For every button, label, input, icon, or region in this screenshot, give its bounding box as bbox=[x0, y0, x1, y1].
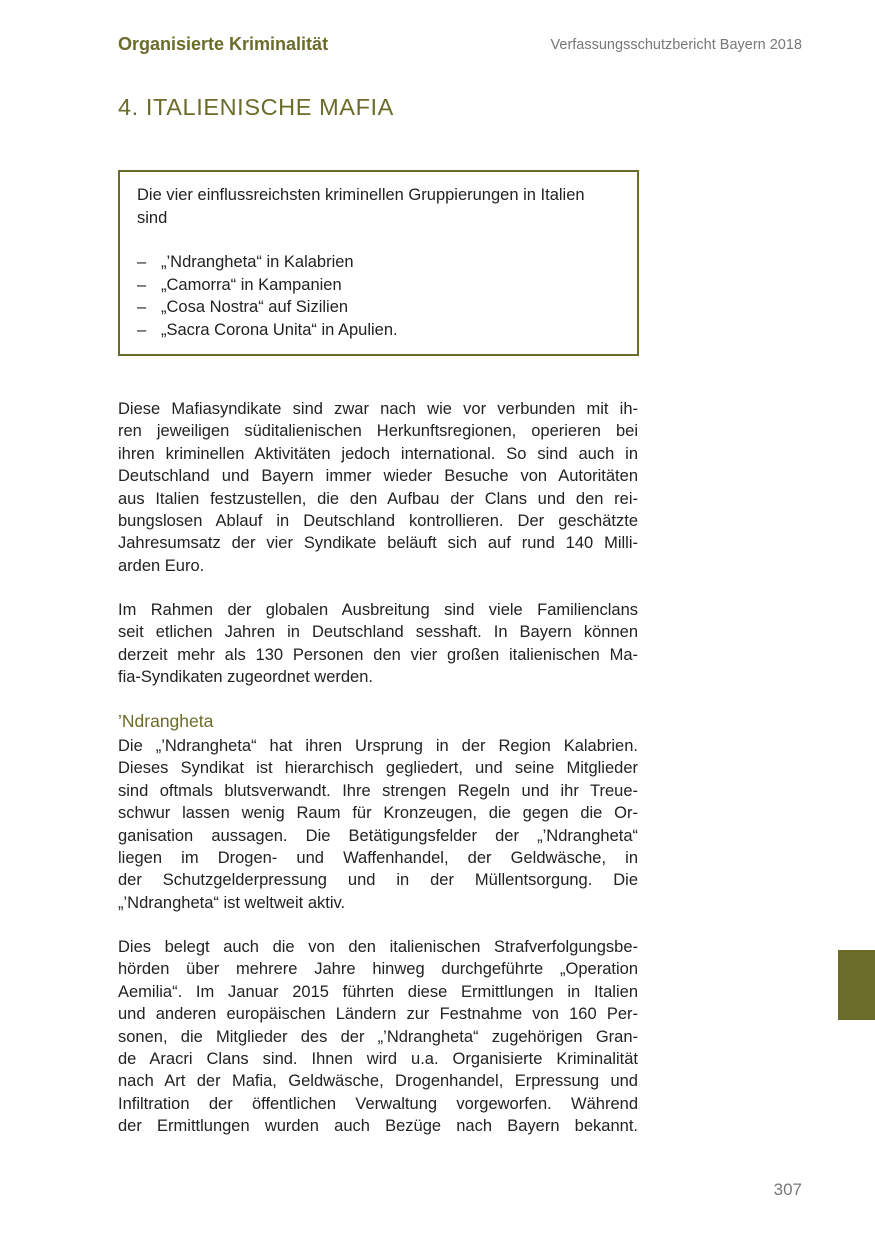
text-line: nach Art der Mafia, Geldwäsche, Drogenhandel, Erpressung und bbox=[118, 1072, 638, 1091]
text-line: Aemilia“. Im Januar 2015 führten diese Ermittlungen in Italien bbox=[118, 982, 638, 1001]
list-item-text: „Cosa Nostra“ auf Sizilien bbox=[161, 298, 349, 316]
text-line: derzeit mehr als 130 Personen den vier großen italienischen Ma- bbox=[118, 645, 638, 664]
subheading-ndrangheta: ’Ndrangheta bbox=[118, 711, 214, 731]
dash-bullet: – bbox=[137, 275, 147, 294]
list-item-text: „Camorra“ in Kampanien bbox=[161, 275, 342, 294]
text-line: Infiltration der öffentlichen Verwaltung vorgeworfen. Während bbox=[118, 1094, 638, 1113]
dash-bullet: – bbox=[137, 298, 147, 316]
text-line: Dieses Syndikat ist hierarchisch gegliedert, und seine Mitglieder bbox=[118, 759, 638, 778]
text-line: liegen im Drogen- und Waffenhandel, der Geldwäsche, in bbox=[118, 848, 638, 867]
paragraph-2 bbox=[118, 599, 638, 689]
info-box-intro bbox=[137, 184, 620, 229]
text-line: „’Ndrangheta“ ist weltweit aktiv. bbox=[118, 893, 346, 912]
text-line: der Schutzgelderpressung und in der Müllentsorgung. Die bbox=[118, 871, 638, 890]
text-line: schwur lassen wenig Raum für Kronzeugen, die gegen die Or- bbox=[118, 804, 638, 823]
text-line: Dies belegt auch die von den italienischen Strafverfolgungsbe- bbox=[118, 938, 638, 956]
mafia-groups-list bbox=[137, 251, 620, 341]
info-box bbox=[118, 170, 639, 356]
text-line: ganisation aussagen. Die Betätigungsfelder der „’Ndrangheta“ bbox=[118, 826, 638, 845]
info-box-intro-line: Die vier einflussreichsten kriminellen Gruppierungen in Italien bbox=[137, 186, 585, 204]
text-line: fia-Syndikaten zugeordnet werden. bbox=[118, 668, 373, 687]
chapter-title: 4. ITALIENISCHE MAFIA bbox=[118, 94, 394, 120]
text-line: sind oftmals blutsverwandt. Ihre strengen Regeln und ihr Treue- bbox=[118, 781, 638, 800]
text-line: sonen, die Mitglieder des der „’Ndrangheta“ zugehörigen Gran- bbox=[118, 1027, 638, 1046]
paragraph-3 bbox=[118, 735, 638, 914]
list-item bbox=[137, 251, 620, 274]
text-line: hörden über mehrere Jahre hinweg durchgeführte „Operation bbox=[118, 960, 638, 979]
list-item bbox=[137, 296, 620, 319]
dash-bullet: – bbox=[137, 253, 147, 271]
paragraph-4 bbox=[118, 936, 638, 1138]
text-line: aus Italien festzustellen, die den Aufbau der Clans und den rei- bbox=[118, 489, 638, 508]
text-line: bungslosen Ablauf in Deutschland kontrollieren. Der geschätzte bbox=[118, 511, 638, 530]
text-line: Deutschland und Bayern immer wieder Besuche von Autoritäten bbox=[118, 467, 638, 486]
text-line: und anderen europäischen Ländern zur Festnahme von 160 Per- bbox=[118, 1005, 638, 1024]
text-line: de Aracri Clans sind. Ihnen wird u.a. Organisierte Kriminalität bbox=[118, 1049, 638, 1068]
info-box-intro-line: sind bbox=[137, 208, 168, 227]
text-line: der Ermittlungen wurden auch Bezüge nach Bayern bekannt. bbox=[118, 1117, 638, 1136]
list-item bbox=[137, 274, 620, 297]
text-line: Im Rahmen der globalen Ausbreitung sind viele Familienclans bbox=[118, 601, 638, 619]
text-line: ren jeweiligen süditalienischen Herkunftsregionen, operieren bei bbox=[118, 422, 638, 441]
publication-title: Verfassungsschutzbericht Bayern 2018 bbox=[550, 37, 802, 53]
page-number: 307 bbox=[773, 1180, 802, 1199]
text-line: ihren kriminellen Aktivitäten jedoch international. So sind auch in bbox=[118, 444, 638, 463]
list-item-text: „Sacra Corona Unita“ in Apulien. bbox=[161, 320, 398, 339]
text-line: arden Euro. bbox=[118, 556, 205, 575]
text-line: Jahresumsatz der vier Syndikate beläuft sich auf rund 140 Milli- bbox=[118, 534, 638, 553]
text-line: Diese Mafiasyndikate sind zwar nach wie vor verbunden mit ih- bbox=[118, 400, 638, 418]
chapter-side-tab bbox=[838, 950, 875, 1020]
dash-bullet: – bbox=[137, 320, 147, 339]
paragraph-1 bbox=[118, 398, 638, 577]
section-header: Organisierte Kriminalität bbox=[118, 34, 329, 54]
list-item-text: „’Ndrangheta“ in Kalabrien bbox=[161, 253, 354, 271]
text-line: seit etlichen Jahren in Deutschland sesshaft. In Bayern können bbox=[118, 623, 638, 642]
text-line: Die „’Ndrangheta“ hat ihren Ursprung in der Region Kalabrien. bbox=[118, 737, 638, 755]
list-item bbox=[137, 319, 620, 342]
